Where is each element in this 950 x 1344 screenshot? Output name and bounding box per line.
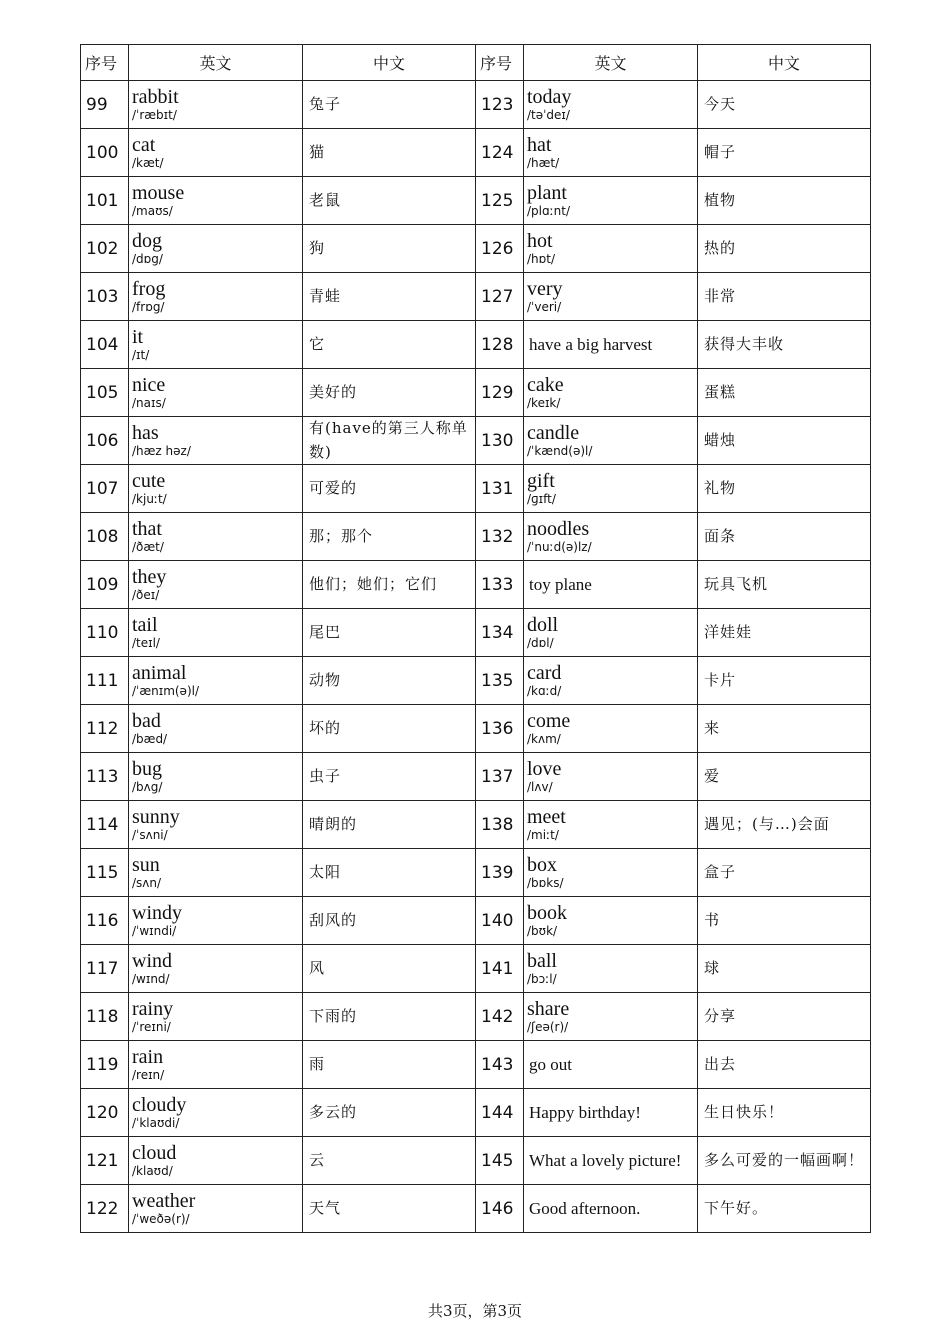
chinese-meaning: 猫 [303, 129, 476, 177]
english-cell [524, 321, 698, 369]
table-row [81, 417, 871, 465]
phonetic: /ˈkænd(ə)l/ [527, 444, 593, 459]
table-row [81, 321, 871, 369]
chinese-meaning: 热的 [698, 225, 871, 273]
table-row [81, 273, 871, 321]
english-word: they [132, 566, 167, 589]
english-cell [524, 273, 698, 321]
entry-number: 141 [476, 945, 524, 993]
english-word: that [132, 518, 162, 541]
phonetic: /ðeɪ/ [132, 588, 160, 603]
header-number-left: 序号 [81, 45, 129, 81]
english-cell [524, 369, 698, 417]
entry-number: 108 [81, 513, 129, 561]
phonetic: /ˈænɪm(ə)l/ [132, 684, 200, 699]
chinese-meaning: 老鼠 [303, 177, 476, 225]
english-word: sunny [132, 806, 180, 829]
table-row [81, 177, 871, 225]
english-cell [129, 465, 303, 513]
english-phrase: Good afternoon. [529, 1198, 641, 1218]
phonetic: /ʃeə(r)/ [527, 1020, 569, 1035]
english-cell [129, 609, 303, 657]
english-cell [129, 1089, 303, 1137]
phonetic: /təˈdeɪ/ [527, 108, 570, 123]
english-word: card [527, 662, 562, 685]
chinese-meaning: 狗 [303, 225, 476, 273]
table-row [81, 705, 871, 753]
english-cell [524, 513, 698, 561]
english-phrase: toy plane [529, 574, 592, 594]
chinese-meaning: 蜡烛 [698, 417, 871, 465]
english-cell [524, 225, 698, 273]
phonetic: /wɪnd/ [132, 972, 170, 987]
header-chinese-right: 中文 [698, 45, 871, 81]
english-cell [524, 609, 698, 657]
chinese-meaning: 天气 [303, 1185, 476, 1233]
table-row [81, 1041, 871, 1089]
english-word: hot [527, 230, 553, 253]
entry-number: 119 [81, 1041, 129, 1089]
english-cell [129, 417, 303, 465]
entry-number: 116 [81, 897, 129, 945]
table-row [81, 513, 871, 561]
english-cell [524, 897, 698, 945]
phonetic: /ɪt/ [132, 348, 150, 363]
phonetic: /ˈveri/ [527, 300, 562, 315]
english-word: ball [527, 950, 557, 973]
phonetic: /sʌn/ [132, 876, 162, 891]
chinese-meaning: 下雨的 [303, 993, 476, 1041]
header-chinese-left: 中文 [303, 45, 476, 81]
english-word: very [527, 278, 563, 301]
phonetic: /ˈsʌni/ [132, 828, 168, 843]
chinese-meaning: 他们；她们；它们 [303, 561, 476, 609]
english-cell [129, 657, 303, 705]
table-row [81, 561, 871, 609]
chinese-meaning: 来 [698, 705, 871, 753]
phonetic: /kjuːt/ [132, 492, 167, 507]
english-word: gift [527, 470, 555, 493]
phonetic: /dɒl/ [527, 636, 554, 651]
entry-number: 106 [81, 417, 129, 465]
phonetic: /naɪs/ [132, 396, 166, 411]
chinese-meaning: 风 [303, 945, 476, 993]
entry-number: 103 [81, 273, 129, 321]
english-word: rabbit [132, 86, 179, 109]
english-word: come [527, 710, 571, 733]
english-cell [524, 1185, 698, 1233]
entry-number: 124 [476, 129, 524, 177]
english-phrase: What a lovely picture! [529, 1150, 682, 1170]
phonetic: /miːt/ [527, 828, 559, 843]
phonetic: /ɡɪft/ [527, 492, 556, 507]
chinese-meaning: 今天 [698, 81, 871, 129]
english-word: bad [132, 710, 161, 733]
chinese-meaning: 爱 [698, 753, 871, 801]
chinese-meaning: 获得大丰收 [698, 321, 871, 369]
vocabulary-body [81, 81, 871, 1233]
english-word: rain [132, 1046, 164, 1069]
english-cell [129, 1185, 303, 1233]
english-phrase: have a big harvest [529, 334, 653, 354]
english-cell [524, 849, 698, 897]
english-word: rainy [132, 998, 174, 1021]
english-cell [129, 321, 303, 369]
english-cell [129, 81, 303, 129]
chinese-meaning: 云 [303, 1137, 476, 1185]
english-cell [129, 753, 303, 801]
chinese-meaning: 书 [698, 897, 871, 945]
english-word: doll [527, 614, 559, 637]
entry-number: 115 [81, 849, 129, 897]
english-word: sun [132, 854, 160, 877]
table-row [81, 225, 871, 273]
phonetic: /teɪl/ [132, 636, 160, 651]
entry-number: 140 [476, 897, 524, 945]
phonetic: /bɒks/ [527, 876, 564, 891]
english-cell [524, 753, 698, 801]
chinese-meaning: 多云的 [303, 1089, 476, 1137]
english-word: box [527, 854, 557, 877]
entry-number: 145 [476, 1137, 524, 1185]
entry-number: 142 [476, 993, 524, 1041]
table-row [81, 849, 871, 897]
english-word: tail [132, 614, 158, 637]
phonetic: /hæz həz/ [132, 444, 191, 459]
english-cell [524, 705, 698, 753]
entry-number: 125 [476, 177, 524, 225]
phonetic: /hæt/ [527, 156, 560, 171]
english-cell [524, 129, 698, 177]
entry-number: 126 [476, 225, 524, 273]
chinese-meaning: 出去 [698, 1041, 871, 1089]
english-word: candle [527, 422, 580, 445]
chinese-meaning: 雨 [303, 1041, 476, 1089]
english-cell [524, 1137, 698, 1185]
english-word: today [527, 86, 572, 109]
chinese-meaning: 可爱的 [303, 465, 476, 513]
english-cell [129, 849, 303, 897]
english-cell [524, 81, 698, 129]
entry-number: 133 [476, 561, 524, 609]
phonetic: /ˈreɪni/ [132, 1020, 171, 1035]
chinese-meaning: 坏的 [303, 705, 476, 753]
english-phrase: Happy birthday! [529, 1102, 641, 1122]
entry-number: 117 [81, 945, 129, 993]
entry-number: 143 [476, 1041, 524, 1089]
table-row [81, 465, 871, 513]
table-row [81, 81, 871, 129]
entry-number: 111 [81, 657, 129, 705]
chinese-meaning: 植物 [698, 177, 871, 225]
entry-number: 110 [81, 609, 129, 657]
english-cell [129, 225, 303, 273]
phonetic: /plɑːnt/ [527, 204, 571, 219]
entry-number: 136 [476, 705, 524, 753]
entry-number: 112 [81, 705, 129, 753]
english-cell [129, 513, 303, 561]
entry-number: 102 [81, 225, 129, 273]
english-cell [129, 705, 303, 753]
english-cell [524, 465, 698, 513]
english-word: meet [527, 806, 566, 829]
phonetic: /ˈklaʊdi/ [132, 1116, 180, 1131]
table-row [81, 129, 871, 177]
phonetic: /maʊs/ [132, 204, 173, 219]
chinese-meaning: 下午好。 [698, 1185, 871, 1233]
entry-number: 107 [81, 465, 129, 513]
chinese-meaning: 礼物 [698, 465, 871, 513]
english-word: mouse [132, 182, 185, 205]
chinese-meaning: 分享 [698, 993, 871, 1041]
english-word: it [132, 326, 144, 349]
phonetic: /kɑːd/ [527, 684, 562, 699]
table-row [81, 1185, 871, 1233]
english-word: weather [132, 1190, 196, 1213]
entry-number: 138 [476, 801, 524, 849]
header-english-right: 英文 [524, 45, 698, 81]
entry-number: 114 [81, 801, 129, 849]
phonetic: /kæt/ [132, 156, 164, 171]
english-cell [129, 945, 303, 993]
phonetic: /ˈnuːd(ə)lz/ [527, 540, 592, 555]
chinese-meaning: 太阳 [303, 849, 476, 897]
entry-number: 144 [476, 1089, 524, 1137]
english-cell [524, 801, 698, 849]
phonetic: /ˈwɪndi/ [132, 924, 177, 939]
english-cell [129, 993, 303, 1041]
phonetic: /reɪn/ [132, 1068, 165, 1083]
phonetic: /kʌm/ [527, 732, 561, 747]
chinese-meaning: 球 [698, 945, 871, 993]
entry-number: 130 [476, 417, 524, 465]
english-cell [524, 1089, 698, 1137]
english-word: book [527, 902, 567, 925]
entry-number: 131 [476, 465, 524, 513]
entry-number: 135 [476, 657, 524, 705]
entry-number: 127 [476, 273, 524, 321]
english-cell [129, 561, 303, 609]
chinese-meaning: 那；那个 [303, 513, 476, 561]
phonetic: /klaʊd/ [132, 1164, 173, 1179]
english-word: cloudy [132, 1094, 187, 1117]
english-cell [129, 273, 303, 321]
english-word: bug [132, 758, 162, 781]
entry-number: 113 [81, 753, 129, 801]
entry-number: 120 [81, 1089, 129, 1137]
phonetic: /bʌg/ [132, 780, 163, 795]
english-cell [524, 177, 698, 225]
english-word: cake [527, 374, 564, 397]
entry-number: 137 [476, 753, 524, 801]
entry-number: 128 [476, 321, 524, 369]
english-cell [524, 417, 698, 465]
chinese-meaning: 遇见；(与…)会面 [698, 801, 871, 849]
english-cell [524, 1041, 698, 1089]
english-word: love [527, 758, 562, 781]
phonetic: /bʊk/ [527, 924, 558, 939]
english-cell [524, 945, 698, 993]
phonetic: /keɪk/ [527, 396, 561, 411]
table-row [81, 801, 871, 849]
english-word: dog [132, 230, 162, 253]
header-english-left: 英文 [129, 45, 303, 81]
vocabulary-table [80, 44, 871, 1233]
header-number-right: 序号 [476, 45, 524, 81]
english-cell [129, 897, 303, 945]
chinese-meaning: 尾巴 [303, 609, 476, 657]
entry-number: 99 [81, 81, 129, 129]
chinese-meaning: 多么可爱的一幅画啊！ [698, 1137, 871, 1185]
english-phrase: go out [529, 1054, 572, 1074]
chinese-meaning: 兔子 [303, 81, 476, 129]
english-word: noodles [527, 518, 590, 541]
entry-number: 105 [81, 369, 129, 417]
entry-number: 100 [81, 129, 129, 177]
chinese-meaning: 帽子 [698, 129, 871, 177]
english-cell [524, 561, 698, 609]
chinese-meaning: 晴朗的 [303, 801, 476, 849]
entry-number: 109 [81, 561, 129, 609]
english-word: has [132, 422, 159, 445]
table-row [81, 993, 871, 1041]
table-row [81, 753, 871, 801]
english-cell [129, 1137, 303, 1185]
phonetic: /ˈweðə(r)/ [132, 1212, 190, 1227]
phonetic: /dɒg/ [132, 252, 163, 267]
table-row [81, 369, 871, 417]
english-word: cloud [132, 1142, 177, 1165]
page-footer: 共3页，第3页 [427, 1302, 523, 1320]
chinese-meaning: 洋娃娃 [698, 609, 871, 657]
chinese-meaning: 非常 [698, 273, 871, 321]
phonetic: /hɒt/ [527, 252, 556, 267]
entry-number: 146 [476, 1185, 524, 1233]
english-word: nice [132, 374, 166, 397]
english-cell [129, 801, 303, 849]
english-word: share [527, 998, 570, 1021]
entry-number: 122 [81, 1185, 129, 1233]
chinese-meaning: 美好的 [303, 369, 476, 417]
table-row [81, 945, 871, 993]
chinese-meaning: 玩具飞机 [698, 561, 871, 609]
english-cell [129, 1041, 303, 1089]
chinese-meaning: 虫子 [303, 753, 476, 801]
chinese-meaning: 面条 [698, 513, 871, 561]
english-word: frog [132, 278, 166, 301]
english-cell [129, 369, 303, 417]
chinese-meaning: 生日快乐！ [698, 1089, 871, 1137]
english-word: wind [132, 950, 172, 973]
entry-number: 132 [476, 513, 524, 561]
table-row [81, 1137, 871, 1185]
phonetic: /frɒg/ [132, 300, 165, 315]
entry-number: 118 [81, 993, 129, 1041]
english-word: windy [132, 902, 182, 925]
chinese-meaning: 盒子 [698, 849, 871, 897]
chinese-meaning: 动物 [303, 657, 476, 705]
entry-number: 129 [476, 369, 524, 417]
english-cell [524, 657, 698, 705]
phonetic: /ðæt/ [132, 540, 164, 555]
entry-number: 121 [81, 1137, 129, 1185]
entry-number: 134 [476, 609, 524, 657]
chinese-meaning: 有(have的第三人称单数) [303, 417, 476, 465]
entry-number: 123 [476, 81, 524, 129]
english-word: hat [527, 134, 552, 157]
table-row [81, 609, 871, 657]
entry-number: 104 [81, 321, 129, 369]
phonetic: /ˈræbɪt/ [132, 108, 177, 123]
chinese-meaning: 蛋糕 [698, 369, 871, 417]
entry-number: 139 [476, 849, 524, 897]
table-row [81, 657, 871, 705]
chinese-meaning: 卡片 [698, 657, 871, 705]
table-row [81, 1089, 871, 1137]
english-cell [129, 177, 303, 225]
english-word: plant [527, 182, 567, 205]
phonetic: /bɔːl/ [527, 972, 557, 987]
chinese-meaning: 青蛙 [303, 273, 476, 321]
english-word: cute [132, 470, 166, 493]
phonetic: /lʌv/ [527, 780, 553, 795]
english-cell [129, 129, 303, 177]
phonetic: /bæd/ [132, 732, 168, 747]
english-cell [524, 993, 698, 1041]
english-word: cat [132, 134, 156, 157]
table-row [81, 897, 871, 945]
english-word: animal [132, 662, 187, 685]
entry-number: 101 [81, 177, 129, 225]
chinese-meaning: 刮风的 [303, 897, 476, 945]
chinese-meaning: 它 [303, 321, 476, 369]
header-row [81, 45, 871, 81]
